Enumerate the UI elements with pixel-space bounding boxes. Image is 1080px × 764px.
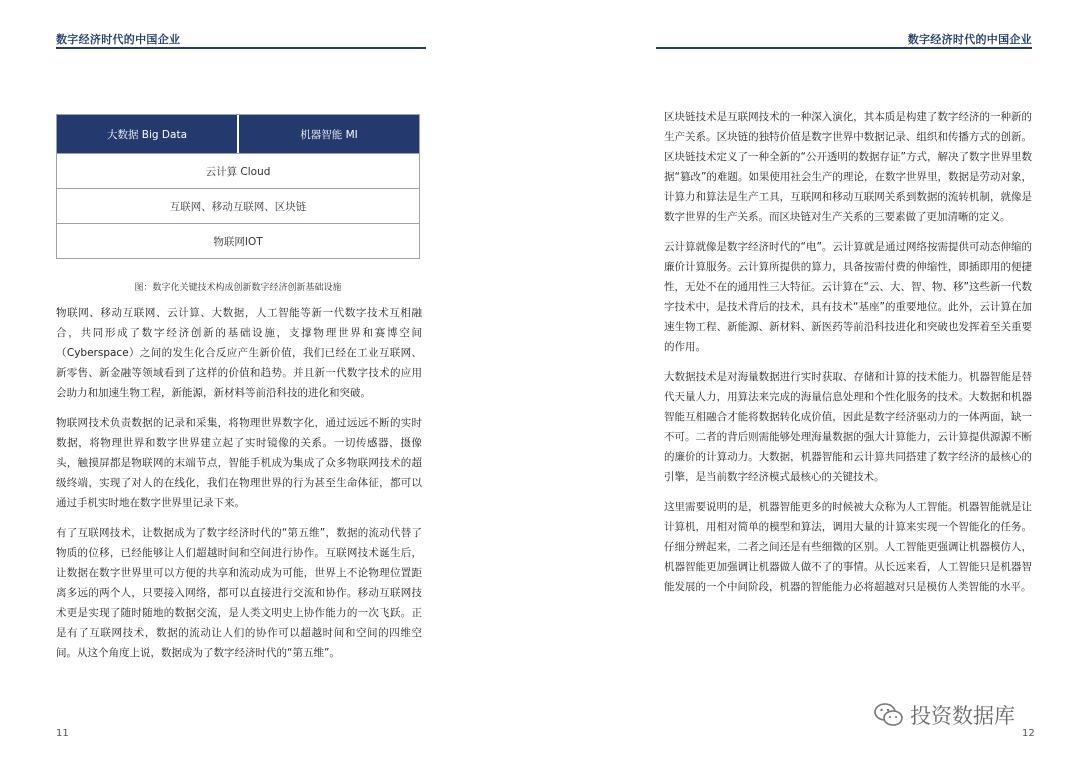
watermark-text: 投资数据库 [910,704,1015,728]
paragraph: 区块链技术是互联网技术的一种深入演化，其本质是构建了数字经济的一种新的生产关系。区块链的独特价值是数字世界中数据记录、组织和传播方式的创新。区块链技术定义了一种全新的“公开透明的数据存证”方式，解决了数字世界里数据“篡改”的难题。如果使用社会生产的理论，在数字世界里，数据是劳动对象，计算力和算法是生产工具，互联网和移动互联网关系到数据的流转机制，就像是数字世界的生产关系。而区块链对生产关系的三要素做了更加清晰的定义。 [664,111,1032,223]
diagram-cell-big-data: 大数据 Big Data [57,115,237,153]
diagram-cell-machine-intelligence: 机器智能 MI [237,115,419,153]
right-column [664,107,1032,607]
tech-stack-diagram [56,114,420,259]
page-number-right: 12 [1022,728,1035,739]
paragraph: 物联网、移动互联网、云计算、大数据，人工智能等新一代数字技术互相融合，共同形成了数字经济创新的基础设施，支撑物理世界和赛博空间（Cyberspace）之间的发生化合反应产生新价值，我们已经在工业互联网、新零售、新金融等领域看到了这样的价值和趋势。并且新一代数字技术的应用会助力和加速生物工程，新能源，新材料等前沿科技的进化和突破。 [56,307,422,399]
diagram-cell-internet: 互联网、移动互联网、区块链 [57,188,419,223]
header-rule-left [56,47,426,49]
figure-caption: 图：数字化关键技术构成创新数字经济创新基础设施 [134,283,342,293]
paragraph: 物联网技术负责数据的记录和采集，将物理世界数字化，通过远远不断的实时数据，将物理世界和数字世界建立起了实时镜像的关系。一切传感器，摄像头，触摸屏都是物联网的末端节点，智能手机成为集成了众多物联网技术的超级终端，实现了对人的在线化，我们在物理世界的行为甚至生命体征，都可以通过手机实时地在数字世界里记录下来。 [56,417,422,509]
page-number-left: 11 [56,728,69,739]
paragraph: 云计算就像是数字经济时代的“电”。云计算就是通过网络按需提供可动态伸缩的廉价计算服务。云计算所提供的算力，具备按需付费的伸缩性，即插即用的便捷性，无处不在的通用性三大特征。云计算在“云、大、智、物、移”这些新一代数字技术中，是技术背后的技术，具有技术“基座”的重要地位。此外，云计算在加速生物工程、新能源、新材料、新医药等前沿科技进化和突破也发挥着至关重要的作用。 [664,241,1032,353]
left-column [56,303,422,673]
paragraph: 这里需要说明的是，机器智能更多的时候被大众称为人工智能。机器智能就是让计算机，用相对简单的模型和算法，调用大量的计算来实现一个智能化的任务。仔细分辨起来，二者之间还是有些细微的区别。人工智能更强调让机器模仿人，机器智能更加强调让机器做人做不了的事情。从长远来看，人工智能只是机器智能发展的一个中间阶段，机器的智能能力必将超越对只是模仿人类智能的水平。 [664,501,1032,593]
wechat-icon [874,702,904,728]
diagram-cell-cloud: 云计算 Cloud [57,153,419,188]
running-header-left: 数字经济时代的中国企业 [56,33,181,46]
paragraph: 有了互联网技术，让数据成为了数字经济时代的“第五维”，数据的流动代替了物质的位移，已经能够让人们超越时间和空间进行协作。互联网技术诞生后，让数据在数字世界里可以方便的共享和流动成为可能，世界上不论物理位置距离多远的两个人，只要接入网络，都可以直接进行交流和协作。移动互联网技术更是实现了随时随地的数据交流，是人类文明史上协作能力的一次飞跃。正是有了互联网技术，数据的流动让人们的协作可以超越时间和空间的四维空间。从这个角度上说，数据成为了数字经济时代的“第五维”。 [56,527,422,659]
header-rule-right [656,47,1032,49]
running-header-right: 数字经济时代的中国企业 [907,33,1032,46]
watermark [874,700,1015,730]
diagram-cell-iot: 物联网IOT [57,223,419,258]
paragraph: 大数据技术是对海量数据进行实时获取、存储和计算的技术能力。机器智能是替代天量人力，用算法来完成的海量信息处理和个性化服务的技术。大数据和机器智能互相融合才能将数据转化成价值，因此是数字经济驱动力的一体两面，缺一不可。二者的背后则需能够处理海量数据的强大计算能力，云计算提供源源不断的廉价的计算动力。大数据，机器智能和云计算共同搭建了数字经济的最核心的引擎，是当前数字经济模式最核心的关键技术。 [664,371,1032,483]
